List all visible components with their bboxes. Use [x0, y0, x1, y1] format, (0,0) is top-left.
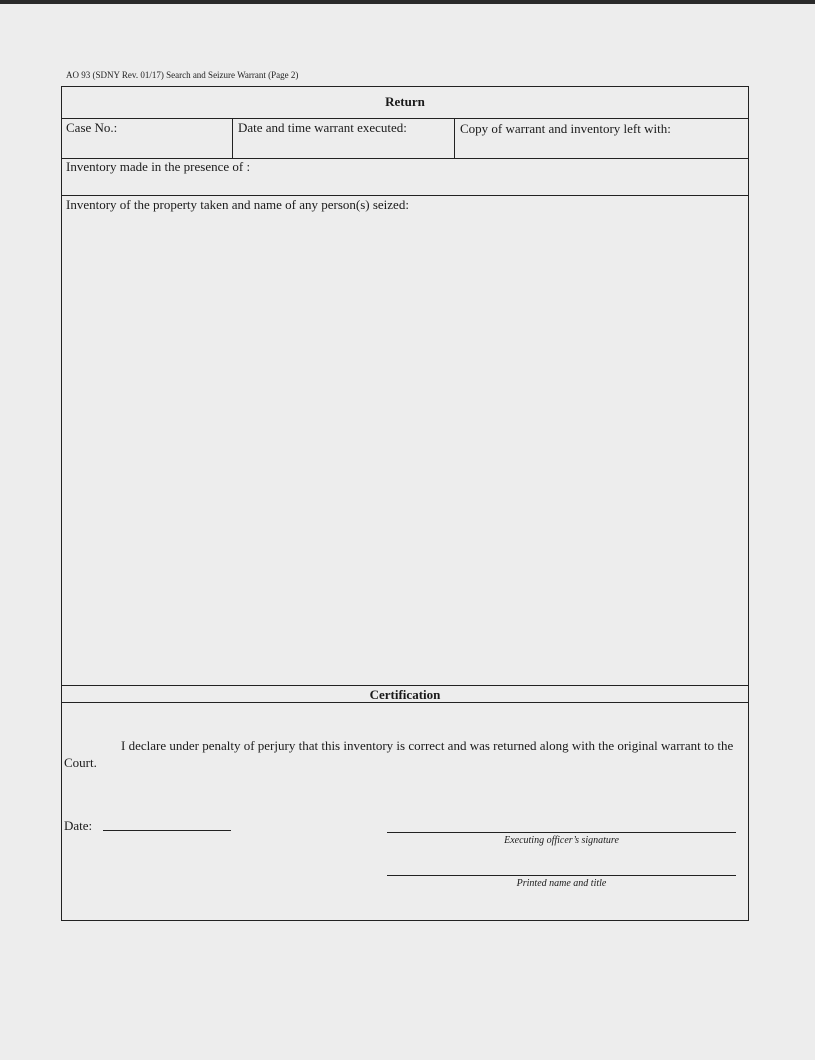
- inventory-property-label: Inventory of the property taken and name of any person(s) seized:: [66, 197, 409, 212]
- divider: [232, 118, 233, 158]
- signature-caption: Executing officer’s signature: [504, 835, 619, 846]
- date-time-executed-label: Date and time warrant executed:: [238, 120, 407, 135]
- scan-edge: [0, 0, 815, 4]
- form-header: AO 93 (SDNY Rev. 01/17) Search and Seizure Warrant (Page 2): [66, 70, 299, 80]
- warrant-return-form: [61, 86, 749, 921]
- divider: [62, 702, 748, 703]
- case-no-label: Case No.:: [66, 120, 118, 135]
- return-title: Return: [385, 94, 425, 109]
- certification-title: Certification: [369, 687, 441, 702]
- printed-name-line: [387, 875, 736, 876]
- divider: [62, 118, 748, 119]
- divider: [454, 118, 455, 158]
- inventory-presence-label: Inventory made in the presence of :: [66, 159, 251, 174]
- copy-left-with-label: Copy of warrant and inventory left with:: [460, 121, 671, 136]
- date-label: Date:: [64, 818, 93, 833]
- divider: [62, 685, 748, 686]
- divider: [62, 195, 748, 196]
- date-field: [103, 830, 231, 831]
- perjury-declaration: I declare under penalty of perjury that this inventory is correct and was returned along with the original warrant to the Court.: [64, 738, 734, 770]
- signature-line: [387, 832, 736, 833]
- printed-name-caption: Printed name and title: [516, 878, 607, 889]
